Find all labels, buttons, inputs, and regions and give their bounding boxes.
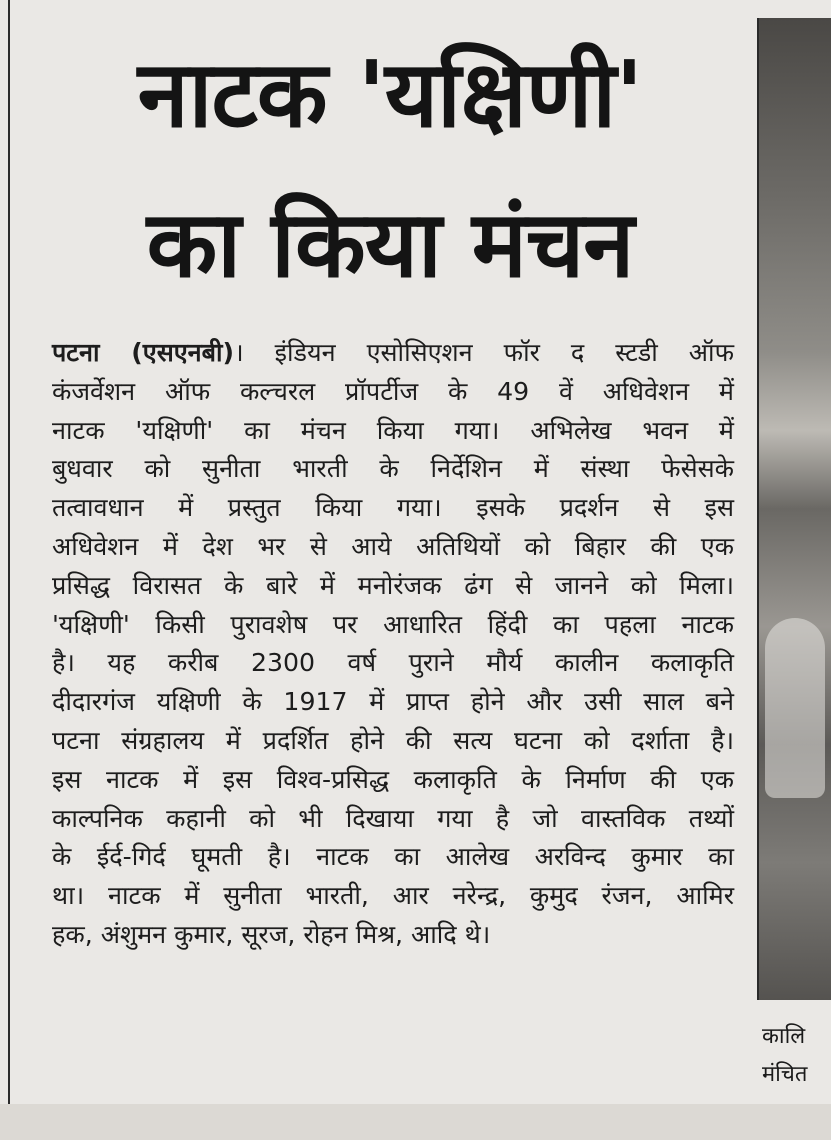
adjacent-article-photo (757, 18, 831, 1000)
body-line: 'यक्षिणी' किसी पुरावशेष पर आधारित हिंदी का पहला नाटक (52, 609, 734, 639)
body-line: बुधवार को सुनीता भारती के निर्देशिन में संस्था फेसेसके (52, 454, 734, 484)
body-line: कंजर्वेशन ऑफ कल्चरल प्रॉपर्टीज के 49 वें अधिवेशन में (52, 376, 734, 406)
adjacent-photo-caption (762, 1018, 831, 1094)
body-line: नाटक 'यक्षिणी' का मंचन किया गया। अभिलेख भवन में (52, 415, 734, 445)
caption-line-1: कालि (762, 1024, 806, 1049)
body-line: तत्वावधान में प्रस्तुत किया गया। इसके प्रदर्शन से इस (52, 493, 734, 523)
dateline: पटना (एसएनबी) (52, 338, 235, 367)
article-headline (40, 20, 740, 320)
body-line: दीदारगंज यक्षिणी के 1917 में प्राप्त होने और उसी साल बने (52, 687, 734, 717)
page-bottom-edge (0, 1104, 831, 1140)
body-line: इस नाटक में इस विश्व-प्रसिद्ध कलाकृति के निर्माण की एक (52, 764, 734, 794)
body-line: काल्पनिक कहानी को भी दिखाया गया है जो वास्तविक तथ्यों (52, 803, 734, 833)
body-line: प्रसिद्ध विरासत के बारे में मनोरंजक ढंग से जानने को मिला। (52, 570, 734, 600)
column-rule (8, 0, 10, 1110)
headline-line-2: का किया मंचन (146, 191, 634, 298)
article-body (52, 334, 734, 955)
body-line: पटना संग्रहालय में प्रदर्शित होने की सत्य घटना को दर्शाता है। (52, 725, 734, 755)
body-line: है। यह करीब 2300 वर्ष पुराने मौर्य कालीन कलाकृति (52, 648, 734, 678)
body-line-0 (52, 334, 734, 373)
body-line: के ईर्द-गिर्द घूमती है। नाटक का आलेख अरविन्द कुमार का (52, 842, 734, 872)
first-line-text: । इंडियन एसोसिएशन फॉर द स्टडी ऑफ (234, 338, 734, 367)
body-line: था। नाटक में सुनीता भारती, आर नरेन्द्र, कुमुद रंजन, आमिर (52, 881, 734, 911)
headline-line-1: नाटक 'यक्षिणी' (137, 41, 643, 148)
body-line: अधिवेशन में देश भर से आये अतिथियों को बिहार की एक (52, 531, 734, 561)
caption-line-2: मंचित (762, 1062, 808, 1087)
body-line-last: हक, अंशुमन कुमार, सूरज, रोहन मिश्र, आदि थे। (52, 919, 491, 949)
